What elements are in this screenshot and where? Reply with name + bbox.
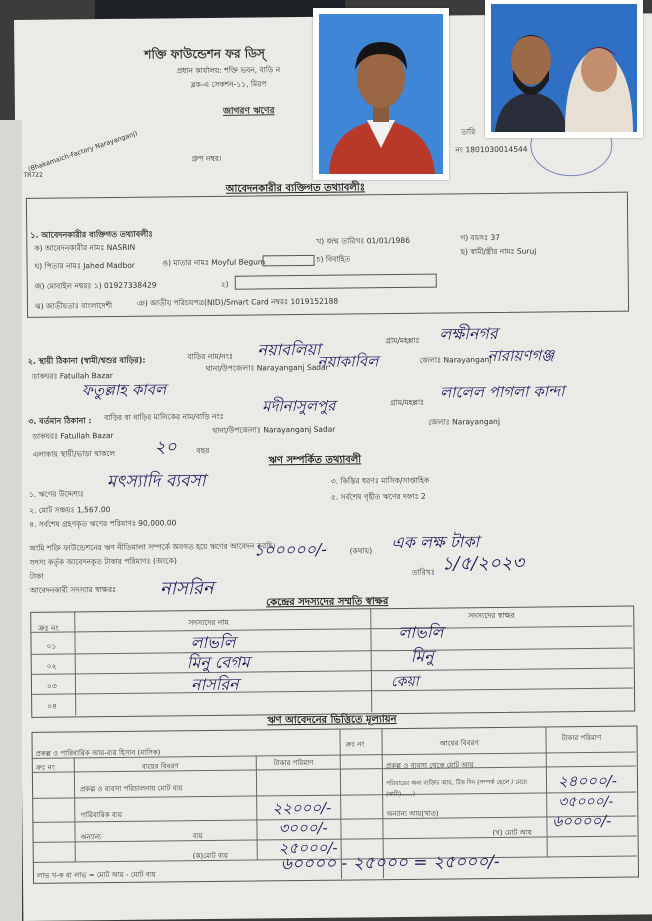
- hw-permanent-district: নারায়ণগঞ্জ: [487, 346, 555, 366]
- signature-label: আবেদনকারী সদস্যার স্বাক্ষরঃ: [29, 584, 117, 595]
- hw-permanent-village: লক্ষীনগর: [439, 323, 498, 344]
- expense-row: অন্যান্য: [80, 833, 102, 842]
- applicant-mother: ঙ) মাতার নামঃ Moyful Begum: [162, 257, 266, 268]
- hw-consent-name: লাভলি: [190, 632, 236, 653]
- installment-type: ৩. কিস্তির ধরণঃ মাসিক/সাপ্তাহিক: [330, 475, 430, 486]
- consent-table: [30, 606, 635, 718]
- hw-permanent-house: নয়াবলিয়া: [257, 339, 321, 360]
- person-photo-icon: [313, 8, 449, 180]
- current-thana: থানা/উপজেলাঃ Narayanganj Sadar: [212, 424, 336, 435]
- words-label: (কথায়): [349, 546, 373, 556]
- consent-row-no: ০১: [46, 641, 57, 651]
- loan-title: জাগরণ ঋণের: [222, 106, 275, 117]
- hw-loan-purpose: মৎস্যাদি ব্যবসা: [106, 471, 206, 493]
- consent-row-no: ০৩: [46, 681, 57, 691]
- mother-box: [262, 255, 314, 267]
- evaluation-heading: ঋণ আবেদনের ভিত্তিতে মূল্যায়ন: [267, 714, 397, 727]
- income-col-amount: টাকার পরিমাণ: [561, 733, 602, 743]
- hw-income-project: ২৪০০০/-: [557, 771, 617, 791]
- hw-expense-other: ৩০০০/-: [278, 818, 328, 838]
- hw-income-family: ৩৫০০০/-: [558, 793, 614, 811]
- hw-profit: ৬০০০০ - ২৫০০০ = ২৫০০০/-: [280, 851, 500, 875]
- income-col-no: ক্রঃ নং: [345, 740, 365, 749]
- org-address-1: প্রধান কার্যালয়: শক্তি ভবন, বাড়ি ন: [176, 65, 281, 76]
- permanent-district: জেলাঃ Narayanganj: [419, 355, 492, 365]
- applicant-sub: ১. আবেদনকারীর ব্যক্তিগত তথ্যাবলীঃ: [30, 229, 153, 240]
- hw-permanent-post: ফতুল্লাহ কাবল: [81, 380, 167, 400]
- consent-row-no: ০২: [46, 661, 57, 671]
- applicant-heading: আবেদনকারীর ব্যক্তিগত তথ্যাবলীঃ: [225, 182, 366, 195]
- branch-name: (Bhakamaich-Factory Narayanganj): [27, 129, 139, 174]
- applicant-name: ক) আবেদনকারীর নামঃ NASRIN: [34, 242, 136, 253]
- org-address-2: ব্লক-এ সেকশন-১১, মিরপ: [190, 79, 267, 90]
- couple-photo-icon: [485, 0, 643, 138]
- hw-applied-amount: ১০০০০০/-: [253, 539, 327, 560]
- current-address-label: ৩. বর্তমান ঠিকানা :: [28, 416, 92, 426]
- applicant-mobile: জ) মোবাইল নম্বরঃ ১) 01927338429: [34, 280, 157, 291]
- applicant-nid: ঞ) জাতীয় পরিচয়পত্র(NID)/Smart Card নম্বরঃ 1019152188: [136, 296, 339, 308]
- permanent-address-label: ২. স্থায়ী ঠিকানা (স্বামী/শ্বশুর বাড়ির):: [27, 355, 146, 366]
- applicant-marital: চ) বিবাহিত: [316, 254, 351, 264]
- declaration-date-label: তারিখঃ: [411, 567, 435, 577]
- tr-code: TR722: [23, 171, 43, 179]
- permanent-thana: থানা/উপজেলাঃ Narayanganj Sadar: [205, 362, 329, 374]
- income-row: পরিবারের অন্য ব্যক্তির আয়, টিক দিন (সম্পর্ক ছেলে / মেয়ে (স্বামী)......): [385, 778, 528, 799]
- hw-applicant-signature: নাসরিন: [159, 577, 214, 600]
- hw-consent-name: মিনু বেগম: [186, 652, 250, 673]
- consent-row-no: ০৪: [47, 701, 57, 711]
- expense-col-no: ক্রঃ নং: [35, 763, 55, 772]
- loan-purpose-label: ১. ঋণের উদ্দেশ্যঃ: [28, 489, 84, 499]
- applicant-father: ঘ) পিতার নামঃ Jahed Madbor: [34, 260, 135, 271]
- org-name: শক্তি ফাউন্ডেশন ফর ডিস্: [144, 46, 265, 62]
- applicant-photo: [313, 8, 449, 180]
- last-loan-number: ৫. সর্বশেষ গৃহীত ঋণের দফাঃ 2: [330, 491, 426, 502]
- expense-col-amount: টাকার পরিমাণ: [273, 758, 314, 768]
- income-row: প্রকল্প ও ব্যবসা থেকে মোট আয়: [385, 761, 474, 771]
- expense-col-desc: ব্যয়ের বিবরণ: [141, 762, 179, 771]
- applicant-age: গ) বয়সঃ 37: [460, 232, 501, 243]
- expense-row: ব্যয়: [192, 832, 203, 841]
- declaration-line-2: সদস্য কর্তৃক আবেদনকৃত টাকার পরিমাণঃ (অংকে): [29, 556, 177, 567]
- hw-declaration-date: ১/৫/২০২৩: [441, 552, 525, 575]
- hw-current-house: মদীনাসুলপুর: [261, 396, 336, 416]
- consent-heading: কেন্দ্রের সদস্যদের সম্মতি স্বাক্ষর: [266, 596, 389, 609]
- expense-total-label: (ক)মোট ব্যয়: [192, 851, 229, 861]
- expense-row: প্রকল্প ও ব্যবসা পরিচালনায় মোট ব্যয়: [80, 784, 183, 794]
- hw-permanent-thana: নয়াকাবিল: [317, 352, 379, 371]
- consent-col-sig: সদস্যদের স্বাক্ষর: [468, 610, 515, 621]
- hw-consent-signature: মিনু: [410, 646, 434, 666]
- current-years-suffix: বছর: [196, 445, 210, 456]
- declaration-line-1: আমি শক্তি ফাউন্ডেশনের ঋণ নীতিমালা সম্পর্কে অবগত হয়ে ঋণের আবেদন করছি।: [29, 541, 276, 553]
- hw-current-village: লালেল পাগলা কান্দা: [439, 382, 565, 402]
- hw-expense-family: ২২০০০/-: [272, 798, 332, 818]
- hw-consent-name: নাসরিন: [190, 674, 239, 695]
- hw-amount-words: এক লক্ষ টাকা: [391, 532, 480, 553]
- permanent-house-label: বাড়ির নাম/নংঃ: [187, 351, 233, 362]
- current-years-label: এলাকায় স্থায়ী/ভাড়া থাকলে: [32, 448, 116, 459]
- expense-row: পারিবারিক ব্যয়: [80, 810, 122, 820]
- hw-consent-signature: কেয়া: [390, 673, 419, 691]
- mobile-2-box: [235, 274, 437, 290]
- applicant-husband: ছ) স্বামী/স্ত্রীর নামঃ Suruj: [460, 246, 537, 257]
- member-number: নং 1801030014544: [455, 144, 528, 155]
- date-label-top: তারি: [461, 127, 476, 137]
- applicant-nationality: ঝ) জাতীয়তাঃ বাংলাদেশী: [34, 300, 113, 311]
- guarantor-photo: [485, 0, 643, 138]
- hw-current-years: ২০: [154, 437, 177, 458]
- current-house-label: বাড়ির বা বাড়ির মালিকের নাম/বাড়ি নংঃ: [104, 411, 224, 423]
- profit-label: লাভ খ-ক বা লাভ = মোট আয় - মোট ব্যয়: [36, 870, 156, 880]
- income-row: অন্যান্য আয়(খাত): [386, 809, 439, 819]
- consent-col-no: ক্রঃ নং: [38, 623, 59, 633]
- permanent-post: ডাকঘরঃ Fatullah Bazar: [31, 370, 114, 381]
- current-district: জেলাঃ Narayanganj: [428, 416, 501, 427]
- hw-income-total: ৬০০০০/-: [552, 811, 612, 831]
- loan-info-heading: ঋণ সম্পর্কিত তথ্যাবলী: [268, 454, 362, 467]
- applicant-dob: খ) জন্ম তারিখঃ 01/01/1986: [316, 235, 411, 246]
- evaluation-subtitle: প্রকল্প ও পারিবারিক আয়-ব্যয় হিসাব (মাসিক): [35, 748, 161, 758]
- total-savings: ২. মোট সঞ্চয়ঃ 1,567.00: [29, 505, 111, 515]
- permanent-village-label: গ্রাম/মহল্লাঃ: [385, 335, 420, 346]
- income-total-label: (খ) মোট আয়: [492, 828, 532, 838]
- last-loan-amount: ৪. সর্বশেষ গ্রহণকৃত ঋণের পরিমাণঃ 90,000.00: [29, 518, 177, 529]
- current-post: ডাকঘরঃ Fatullah Bazar: [32, 430, 114, 441]
- income-col-desc: আয়ের বিবরণ: [439, 739, 479, 748]
- taka-label: টাকা: [29, 571, 44, 581]
- consent-col-name: সদস্যদের নাম: [188, 617, 229, 628]
- paper-edge: [0, 120, 22, 921]
- current-village-label: গ্রাম/মহল্লাঃ: [389, 397, 425, 408]
- hw-consent-signature: লাভলি: [398, 622, 444, 643]
- hw-expense-total: ২৫০০০/-: [278, 838, 338, 858]
- group-number-label: গ্রুপ নম্বর।: [191, 153, 222, 164]
- applicant-mobile-2: ২): [220, 279, 229, 289]
